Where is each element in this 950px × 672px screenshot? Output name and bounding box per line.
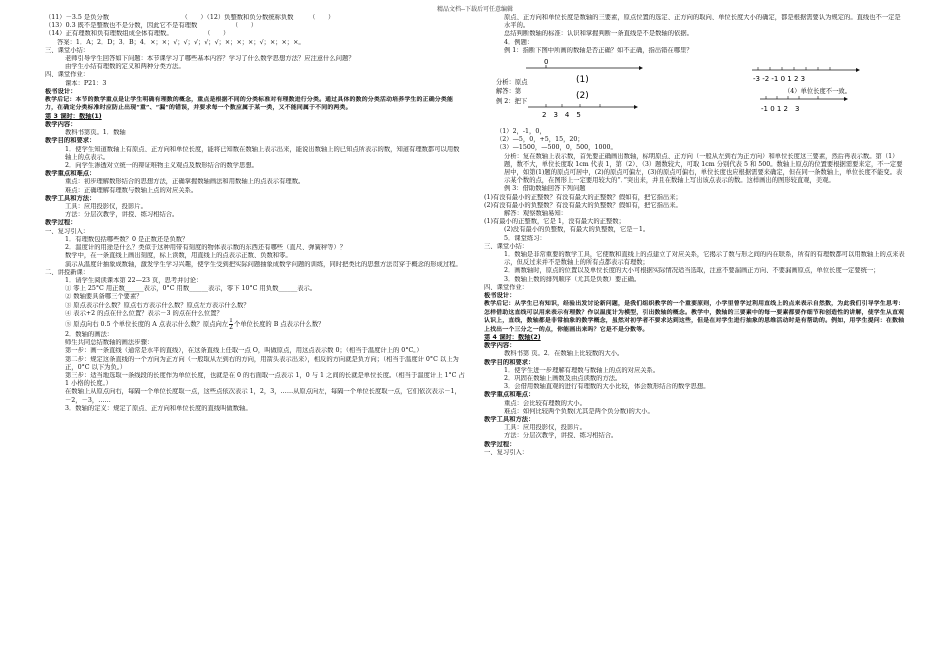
fraction-one-half bbox=[229, 318, 233, 331]
fig-side-1: 分析：原点 bbox=[496, 79, 528, 87]
page-header: 精品文档--下载后可任意编辑 bbox=[436, 6, 514, 13]
left-line: 在数轴上从原点向右，每隔一个单位长度取一点，这些点依次表示 1，2，3，……从原点向左，每隔一个单位长度取一点，它们依次表示－1，－2，－3，…… bbox=[65, 388, 461, 404]
right_bottom-line: 3．会借用数轴直观的进行有理数的大小比较，体会数形结合的数学思想。 bbox=[504, 383, 710, 391]
right_bottom-line: 分析：复在数轴上表示数，首先要正确画出数轴，标明原点、正方向（一般从左到右为正方向）和单位长度这三要素，然后再表示数。第（1）题，数不大，单位长度取 1cm 代表 1，第（2）、（3）题数较大，可取 1cm 分别代表 5 和 500。数轴上原点的位置要根据需要来定，不一定要居中，如第(1)题的原点可居中，(2)的原点可偏左，(3)的原点可偏右，单位长度也应根据需要来确定，但在同一条数轴上，单位长度不能变。表示某个数的点，在图形上一定要用较大的“．”突出来，并且在数轴上写出该点表示的数。这样画出的图形较直观，美观。 bbox=[504, 152, 903, 185]
left-line: 教学内容： bbox=[45, 121, 77, 129]
left-line: （14）正有理数和负有理数组成全体有理数。 （ ） bbox=[45, 30, 230, 38]
right_bottom-line: 2．巩固在数轴上画数及由点读数的方法。 bbox=[504, 374, 622, 382]
left-line: ④ 表示+2 的点在什么位置？表示－3 的点在什么位置？ bbox=[65, 309, 223, 317]
fig-a-label: (1) bbox=[576, 75, 589, 86]
right_bottom-line: (2)有没有最小的负整数？有没有最大的负整数？假如有，把它指出来。 bbox=[484, 201, 682, 209]
right_bottom-line: 教学过程： bbox=[484, 440, 516, 448]
left-line: 第三步：适当地选取一条线段的长度作为单位长度，也就是在 0 的右面取一点表示 1，0 与 1 之间的长就是单位长度。（相当于温度计上 1°C 占 1 小格的长度。） bbox=[65, 371, 465, 388]
left-line bbox=[45, 318, 465, 331]
right_bottom-line: (1)有最小的正整数，它是 1，没有最大的正整数； bbox=[484, 218, 625, 226]
left-line: 1．请学生阅读课本第 22—23 页，思考并讨论： bbox=[65, 276, 203, 284]
right-column bbox=[484, 14, 906, 670]
right_bottom-line: 板书设计： bbox=[484, 292, 516, 300]
left-line: 2．温度计的用途是什么？类似于这种用带有刻度的物体表示数的东西还有哪些（直尺、弹簧秤等）？ bbox=[65, 244, 347, 252]
right_bottom-line: 难点：如何比较两个负数(尤其是两个负分数)的大小。 bbox=[504, 407, 654, 415]
frac-before: ⑤ 原点向右 0.5 个单位长度的 A 点表示什么数？原点向左 bbox=[65, 320, 229, 328]
right_bottom-line: 重点：会比较有理数的大小。 bbox=[504, 399, 586, 407]
left-line: 重点：初步理解数形结合的思想方法，正确掌握数轴画法和用数轴上的点表示有理数。 bbox=[65, 178, 305, 186]
right_bottom-line: 教学重点和难点： bbox=[484, 391, 535, 399]
number-line-svg-2 bbox=[484, 87, 904, 127]
left-line: 方法：分层次教学，讲授、练习相结合。 bbox=[65, 211, 179, 219]
left-line: 教学过程： bbox=[45, 219, 77, 227]
left-line: 3．数轴的定义：规定了原点、正方向和单位长度的直线叫做数轴。 bbox=[65, 404, 252, 412]
right_bottom-line: （1）2，-1，0， bbox=[496, 128, 546, 136]
left-line: 2．向学生渗透对立统一的辩证唯物主义观点及数形结合的数学思想。 bbox=[65, 162, 258, 170]
right_bottom-line: (2)没有最小的负整数，有最大的负整数，它是－1。 bbox=[504, 226, 650, 234]
frac-after: 个单位长度的 B 点表示什么数？ bbox=[233, 320, 325, 328]
right_top-line: 总结判断数轴的标准：认识和掌握判断一条直线是不是数轴的依据。 bbox=[504, 30, 693, 38]
left-line: 演示从温度计抽象成数轴，激发学生学习兴趣，使学生受到把实际问题抽象成数学问题的训练，同时把类比的思想方法贯穿于概念的形成过程。 bbox=[65, 260, 462, 268]
right_bottom-line: 教科书第 页。2．在数轴上比较数的大小。 bbox=[504, 350, 624, 358]
left-line: 1．使学生知道数轴上有原点、正方向和单位长度，能将已知数在数轴上表示出来，能说出数轴上的已知点所表示的数，知道有理数都可以用数轴上的点表示。 bbox=[65, 145, 460, 161]
left-line: 第 3 课时：数轴(1) bbox=[45, 112, 102, 120]
left-line: 第一步：画一条直线（通常是水平的直线），在这条直线上任取一点 O，叫做原点，用这点表示数 0；（相当于温度计上的 0°C。） bbox=[65, 347, 423, 355]
fig-c-label: (2) bbox=[576, 91, 589, 102]
left-line: 答案：1．A；2．D；3．B；4．×；×；√；√；√；√；√；×；×；×；√；×；×；×。 bbox=[57, 38, 305, 46]
right_bottom-line: 解答：观察数轴易知： bbox=[504, 210, 567, 218]
right_bottom-line: 教学目的和要求： bbox=[484, 358, 535, 366]
left-line: 教学目的和要求： bbox=[45, 137, 96, 145]
left-line: 老师引导学生回答如下问题：本节课学习了哪些基本内容？学习了什么数学思想方法？应注意什么问题？ bbox=[65, 55, 355, 63]
right_bottom-line: (1)有没有最小的正整数？有没有最大的正整数？假如有，把它指出来； bbox=[484, 193, 682, 201]
left-line: 教学后记：本节的数学重点是让学生明确有理数的概念，重点是根据不同的分类标准对有理数进行分类。通过具体的数的分类活动培养学生的正确分类能力，在确定分类标准时应防止出现“重”、“漏”的错误，并要求每一个数应属于某一类，又不能同属于不同的两类。 bbox=[45, 96, 454, 112]
right_bottom-line: 2．画数轴时，原点的位置以及单位长度的大小可根据实际情况适当选取，注意不要漏画正方向、不要漏画原点，单位长度一定要统一； bbox=[504, 267, 880, 275]
left-line: 板书设计： bbox=[45, 87, 77, 95]
left-line: 由学生小结有理数的定义和两种分类方法。 bbox=[65, 63, 185, 71]
right_bottom-line: 5．课堂练习： bbox=[504, 234, 546, 242]
right_top-line: 原点、正方向和单位长度是数轴的三要素，原点位置的选定、正方向的取向、单位长度大小的确定，都是根据需要认为规定的。直线也不一定是水平的。 bbox=[504, 14, 901, 30]
left-line: 教学重点和难点： bbox=[45, 170, 96, 178]
left-line: 三、课堂小结： bbox=[45, 46, 90, 54]
left-line: 难点：正确理解有理数与数轴上点的对应关系。 bbox=[65, 186, 198, 194]
left-line: ② 数轴要具备哪三个要素？ bbox=[65, 293, 143, 301]
left-line: ① 零上 25°C 用正数______表示，0°C 用数______表示，零下 10°C 用负数______表示。 bbox=[65, 285, 317, 293]
right_bottom-line: 三、课堂小结： bbox=[484, 242, 529, 250]
left-line: （13）0.3 既不是整数也不是分数，因此它不是有理数 （ ） bbox=[45, 22, 258, 30]
left-line: 教学工具和方法： bbox=[45, 194, 96, 202]
number-line-figure-row-1 bbox=[484, 56, 906, 86]
right_bottom-line: 教学内容： bbox=[484, 342, 516, 350]
number-line-figure-row-2 bbox=[484, 87, 906, 127]
fig-a-tick: 0 bbox=[544, 58, 549, 67]
right_bottom-line: 3．数轴上数的排列顺序（尤其是负数）要正确。 bbox=[504, 275, 641, 283]
right_top-line: 4．例题： bbox=[504, 38, 534, 46]
right_bottom-line: 方法：分层次教学，讲授、练习相结合。 bbox=[504, 432, 618, 440]
left-column bbox=[45, 14, 465, 670]
right_bottom-line: 例 3：借助数轴回答下列问题 bbox=[504, 185, 586, 193]
right_bottom-line: 一、复习引入： bbox=[484, 448, 529, 456]
number-line-svg-1 bbox=[484, 56, 904, 86]
fig-c-ticks: 2 3 4 5 bbox=[542, 111, 581, 120]
frac-num: 1 bbox=[229, 317, 233, 324]
right_bottom-line: 四、课堂作业： bbox=[484, 283, 529, 291]
left-line: ③ 原点表示什么数？原点右方表示什么数？原点左方表示什么数？ bbox=[65, 301, 250, 309]
fig-side-2: 解答：第 bbox=[496, 88, 522, 96]
fig-answer-4: （4）单位长度不一致。 bbox=[784, 88, 851, 96]
left-line: 数学中，在一条直线上画出刻度，标上读数，用直线上的点表示正数、负数和零。 bbox=[65, 252, 292, 260]
left-line: 工具：应用投影仪，投影片。 bbox=[65, 203, 147, 211]
left-line: 教科书第页。1．数轴 bbox=[65, 129, 126, 137]
right_bottom-line: （3）—1500，—500，0，500，1000。 bbox=[496, 144, 617, 152]
left-line: 1．有理数包括哪些数？0 是正数还是负数？ bbox=[65, 235, 189, 243]
left-line: 一、复习引入： bbox=[45, 227, 90, 235]
right_bottom-line: 教学后记：从学生已有知识，经验出发讨论新问题，是我们组织教学的一个重要原则，小学里曾学过利用直线上的点来表示自然数，为此我们引导学生思考：怎样借助这直线可以用来表示有理数？作以温度计为模型，引出数轴的概念。教学中，数轴的三要素中的每一要素都要作细节和创造性的讲解，使学生从直观认识上，直线，数轴都是非常抽象的数学概念，虽然对初学者不要求达到这些，但是在对学生进行抽象的思维活动时是有帮助的。例如，用学生提问：在数轴上找出一个三分之一的点，你能画出来吗？它是不是分数等。 bbox=[484, 300, 905, 333]
left-line: 第二步：规定这条直线的一个方向为正方向（一般取从左到右的方向，用箭头表示出来），相反的方向就是负方向；（相当于温度计 0°C 以上为正，0°C 以下为负。） bbox=[65, 355, 459, 371]
fig-d-ticks: -1 0 1 2 3 bbox=[761, 105, 800, 114]
left-line: 课本：P21：3 bbox=[65, 79, 107, 87]
right_bottom-line: 工具：应用投影仪，投影片。 bbox=[504, 424, 586, 432]
right_bottom-line: 1．使学生进一步理解有理数与数轴上的点的对应关系。 bbox=[504, 366, 660, 374]
left-line: 师生共同总结数轴的画法步骤： bbox=[65, 339, 154, 347]
left-line: 二、讲授新课： bbox=[45, 268, 90, 276]
frac-den: 2 bbox=[229, 323, 233, 331]
left-line: 2．数轴的画法： bbox=[65, 330, 114, 338]
fig-b-ticks: -3 -2 -1 0 1 2 3 bbox=[753, 75, 806, 84]
right_top-line: 例 1：指断下图中所画的数轴是否正确？如不正确，指出错在哪里？ bbox=[504, 46, 693, 54]
right_bottom-line: 第 4 课时：数轴(2) bbox=[484, 333, 541, 341]
left-line: 四、课堂作业： bbox=[45, 71, 90, 79]
right_bottom-line: 1．数轴是非常重要的数学工具，它使数和直线上的点建立了对应关系，它揭示了数与形之间的内在联系，所有的有理数都可以用数轴上的点来表示，但反过来并不是数轴上的所有点都表示有理数； bbox=[504, 251, 905, 267]
right_bottom-line: （2）—5，0，+5，15，20； bbox=[496, 136, 584, 144]
right_bottom-line: 教学工具和方法： bbox=[484, 415, 535, 423]
fig-side-3: 例 2：把下 bbox=[496, 98, 528, 106]
left-line: （11）－3.5 是负分数 （ ）（12）负整数和负分数统称负数 （ ） bbox=[45, 14, 335, 21]
